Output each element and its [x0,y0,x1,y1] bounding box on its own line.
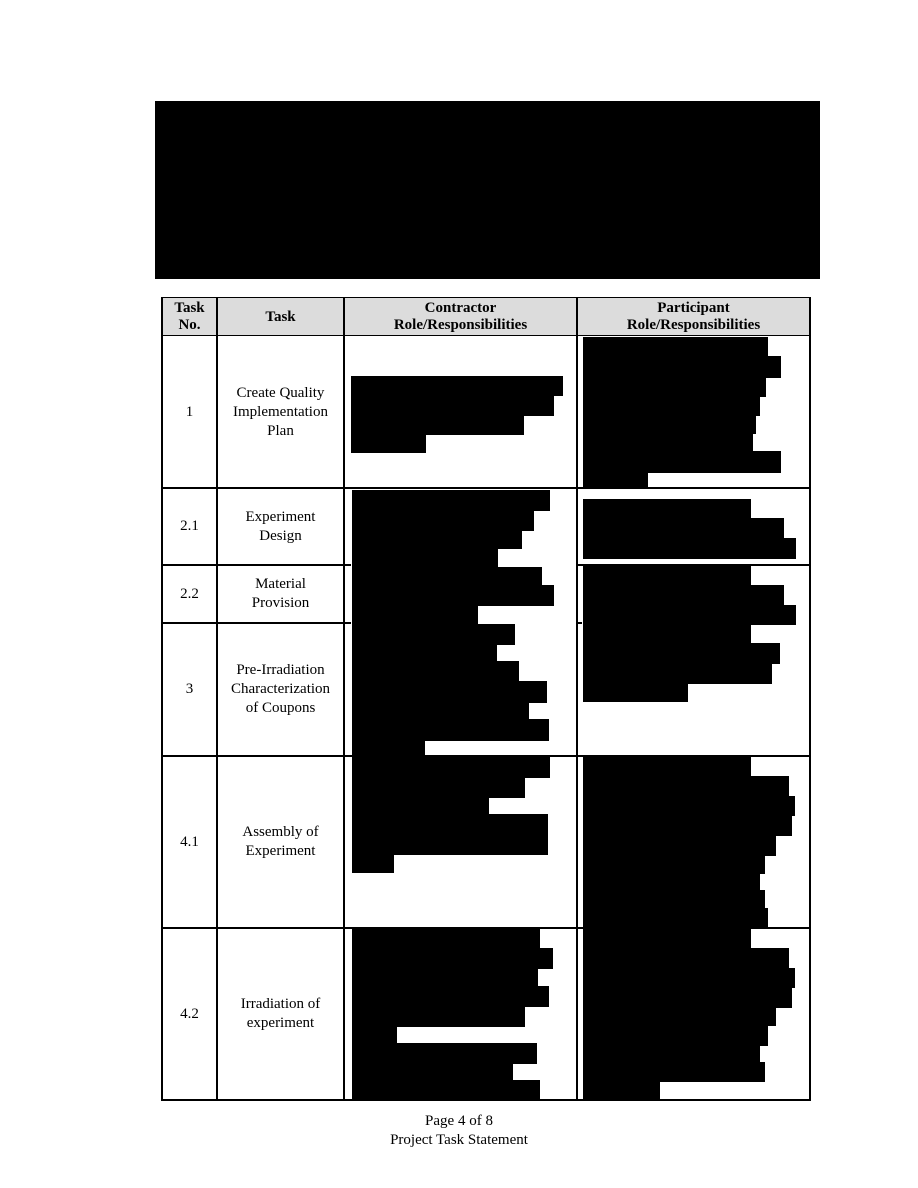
task-line: Provision [251,595,310,611]
header-participant-line1: Participant [657,300,730,316]
row-2-1-task [217,488,344,565]
header-task [217,298,344,336]
row-4-1-task [217,756,344,928]
task-line: Characterization [230,681,331,697]
row-4-2-task [217,928,344,1100]
row-4-2-task-no [162,928,217,1100]
header-task-label: Task [265,308,296,325]
row-3-task-no [162,623,217,756]
header-contractor-line1: Contractor [424,300,497,316]
task-line: Create Quality [236,384,325,401]
row-1-task-no [162,336,217,488]
task-line: Experiment [245,508,316,525]
row-4-1-task-no [162,756,217,928]
header-contractor [344,298,577,336]
header-task-no [162,298,217,336]
task-line: Experiment [245,843,316,859]
task-no-value: 2.1 [180,518,199,534]
task-line: Material [255,576,306,592]
row-3-task [217,623,344,756]
task-line: Plan [267,422,294,439]
row-1-task [217,336,344,488]
row-2-2-task-no [162,565,217,623]
header-participant [577,298,810,336]
task-line: Implementation [233,403,328,420]
footer-document-title: Project Task Statement [390,1132,528,1148]
footer-page-number: Page 4 of 8 [425,1113,493,1129]
task-line: Pre-Irradiation [236,662,325,678]
task-no-value: 4.1 [180,833,199,850]
header-contractor-line2: Role/Responsibilities [393,317,528,333]
task-line: Irradiation of [240,996,321,1012]
task-no-value: 3 [185,681,194,697]
task-line: of Coupons [245,700,316,716]
task-line: Design [259,527,302,544]
task-no-value: 1 [185,403,194,420]
header-participant-line2: Role/Responsibilities [626,317,761,333]
header-task-no-line2: No. [178,317,201,333]
row-2-2-task [217,565,344,623]
row-2-1-task-no [162,488,217,565]
task-no-value: 4.2 [180,1005,199,1022]
redacted-header-block [155,101,820,279]
task-line: experiment [246,1015,315,1031]
task-line: Assembly of [242,824,319,840]
header-task-no-line1: Task [174,300,205,316]
task-no-value: 2.2 [180,585,199,602]
